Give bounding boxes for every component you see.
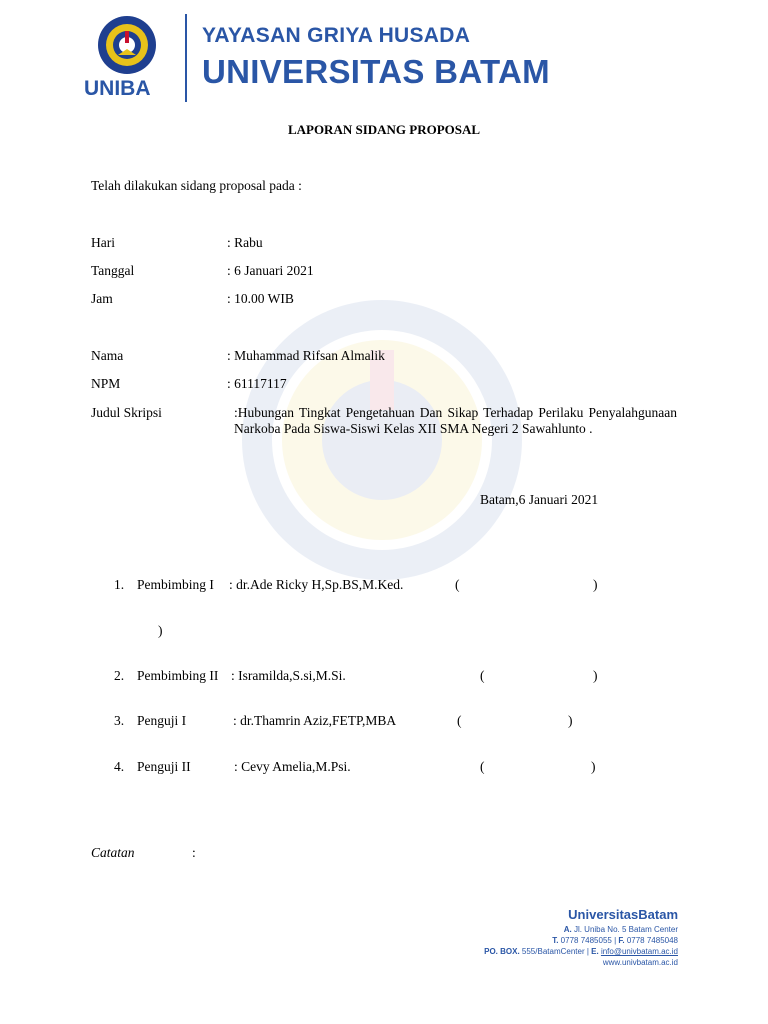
place-date: Batam,6 Januari 2021 [480, 492, 599, 507]
examiner-3-name: : dr.Thamrin Aziz,FETP,MBA [233, 713, 397, 728]
examiner-4-num: 4. [114, 759, 125, 774]
examiner-1-role: Pembimbing I [137, 577, 214, 592]
university-logo-icon [94, 15, 160, 75]
university-name: UNIVERSITAS BATAM [202, 53, 550, 90]
examiner-4-sign-close: ) [591, 759, 596, 774]
label-nama: Nama [91, 348, 124, 363]
label-jam: Jam [91, 291, 113, 306]
examiner-2-sign-open: ( [480, 668, 485, 683]
examiner-2-sign-close: ) [593, 668, 598, 683]
examiner-4-sign-open: ( [480, 759, 485, 774]
footer-website[interactable]: www.univbatam.ac.id [602, 958, 678, 967]
footer-university-name: UniversitasBatam [568, 907, 678, 922]
label-judul: Judul Skripsi [91, 405, 162, 420]
label-hari: Hari [91, 235, 115, 250]
header-divider [185, 14, 187, 102]
footer-fax-prefix: F. [618, 936, 625, 945]
footer-email-link[interactable]: info@univbatam.ac.id [600, 947, 678, 956]
footer-tel: 0778 7485055 | [558, 936, 619, 945]
value-jam: : 10.00 WIB [227, 291, 294, 306]
footer-phone [552, 936, 678, 945]
examiner-1-sign-open: ( [455, 577, 460, 592]
value-judul: :Hubungan Tingkat Pengetahuan Dan Sikap Terhadap Perilaku Penyalahgunaan Narkoba Pada Siswa-Siswi Kelas XII SMA Negeri 2 Sawahlunto . [234, 405, 677, 436]
value-nama: : Muhammad Rifsan Almalik [227, 348, 385, 363]
examiner-3-sign-close: ) [568, 713, 573, 728]
examiner-2-name: : Isramilda,S.si,M.Si. [231, 668, 346, 683]
footer-address-prefix: A. [563, 925, 572, 934]
value-npm: : 61117117 [227, 376, 287, 391]
footer-address-text: Jl. Uniba No. 5 Batam Center [571, 925, 678, 934]
value-hari: : Rabu [227, 235, 263, 250]
examiner-3-sign-open: ( [457, 713, 462, 728]
footer-pobox-prefix: PO. BOX. [484, 947, 520, 956]
logo-label: UNIBA [84, 77, 151, 100]
examiner-3-num: 3. [114, 713, 125, 728]
examiner-1-num: 1. [114, 577, 125, 592]
label-tanggal: Tanggal [91, 263, 135, 278]
examiner-3-role: Penguji I [137, 713, 187, 728]
examiner-2-role: Pembimbing II [137, 668, 219, 683]
watermark-seal-icon [232, 290, 532, 590]
examiner-1-extra: ) [158, 623, 163, 638]
examiner-1-name: : dr.Ade Ricky H,Sp.BS,M.Ked. [229, 577, 404, 592]
footer-tel-prefix: T. [552, 936, 559, 945]
footer-address [564, 925, 678, 934]
examiner-1-sign-close: ) [593, 577, 598, 592]
footer-pobox: 555/BatamCenter | [519, 947, 592, 956]
catatan-colon: : [192, 845, 196, 860]
examiner-4-name: : Cevy Amelia,M.Psi. [234, 759, 351, 774]
examiner-2-num: 2. [114, 668, 125, 683]
examiner-4-role: Penguji II [137, 759, 191, 774]
footer-fax: 0778 7485048 [624, 936, 678, 945]
catatan-label: Catatan [91, 845, 135, 860]
intro-text: Telah dilakukan sidang proposal pada : [91, 178, 302, 193]
footer-email-prefix: E. [591, 947, 599, 956]
page-title: LAPORAN SIDANG PROPOSAL [287, 122, 481, 137]
foundation-name: YAYASAN GRIYA HUSADA [202, 24, 471, 47]
label-npm: NPM [91, 376, 121, 391]
value-tanggal: : 6 Januari 2021 [227, 263, 314, 278]
footer-pobox-email [484, 947, 678, 956]
